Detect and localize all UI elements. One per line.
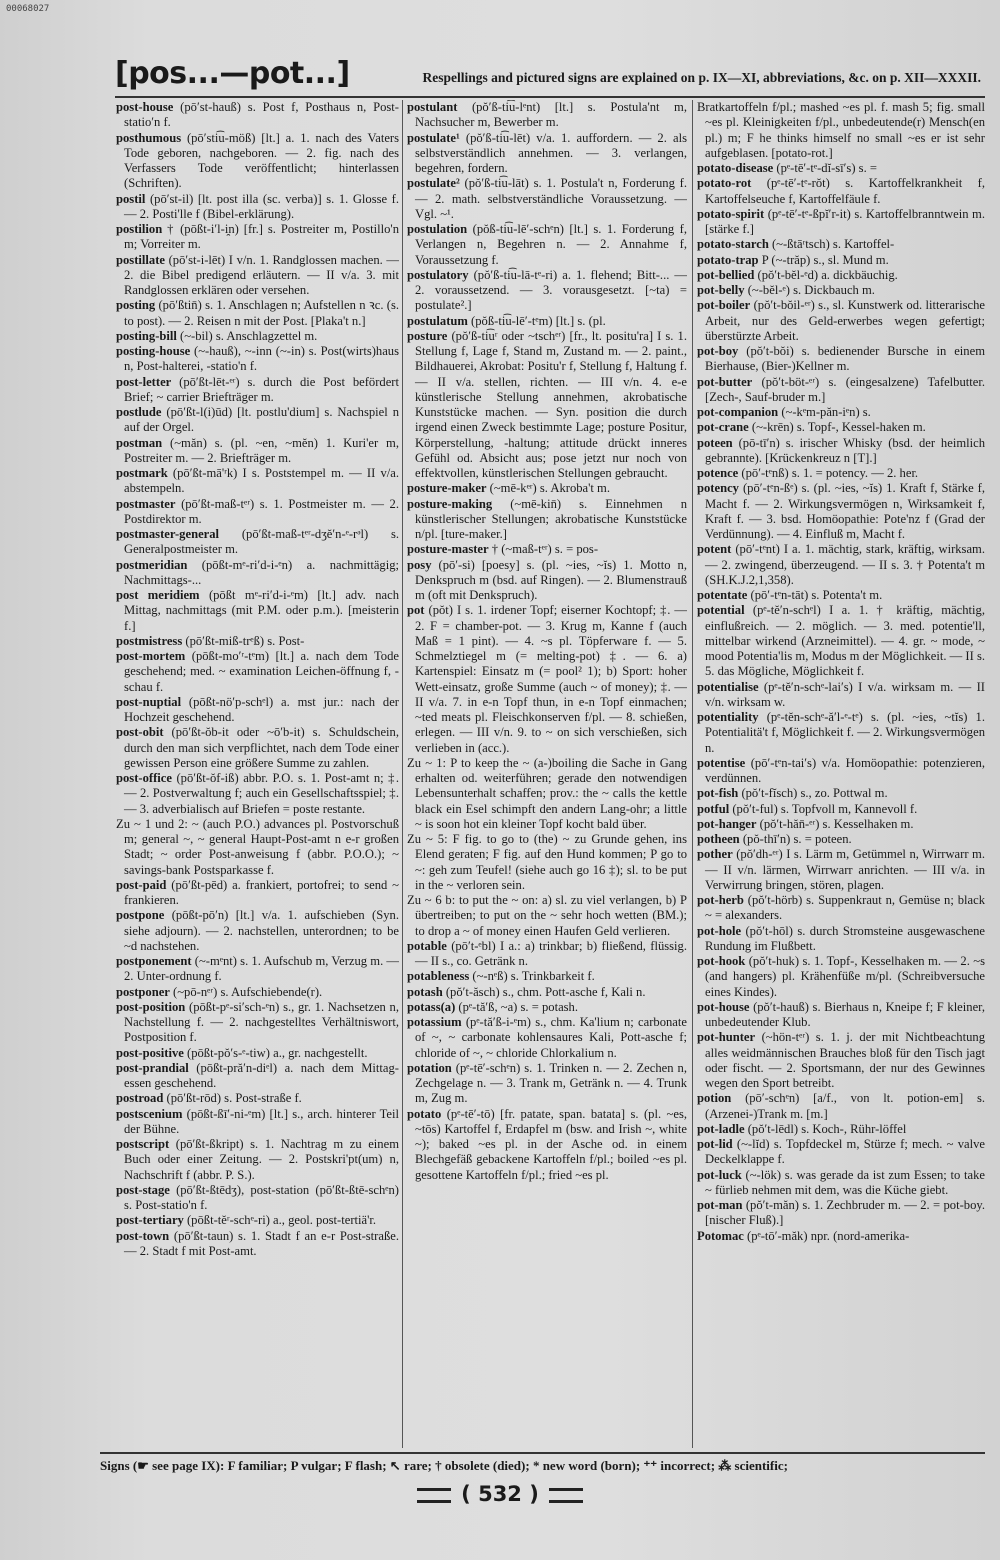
entry-definition: (pᵉ-tēʹ-tō) [fr. patate, span. batata] s. (pl. ~es, ~tōs) Kartoffel f, Erdapfel m (bsw. and Irish ~, white ~); baked ~es pl. in der Asche od. in einem Blechgefäß gebackene Kartoffeln f/pl.; boiled ~es pl. gesottene Kartoffeln f/pl.; fried ~es pl.	[415, 1106, 687, 1182]
dictionary-entry	[697, 588, 985, 603]
entry-definition: (pŏʹt-hörb) s. Suppenkraut n, Gemüse n; black ~ = alexanders.	[705, 893, 985, 923]
dictionary-entry	[116, 344, 399, 375]
column-1	[116, 100, 399, 1448]
entry-definition: (pŏʹt-hăn̄-ᵉʳ) s. Kesselhaken m.	[756, 816, 914, 831]
dictionary-entry	[407, 268, 687, 314]
dictionary-entry	[697, 832, 985, 847]
entry-headword: postulatum	[407, 313, 468, 328]
dictionary-entry	[407, 1061, 687, 1107]
dictionary-entry	[407, 1000, 687, 1015]
entry-headword: post-positive	[116, 1045, 184, 1060]
dictionary-entry	[697, 466, 985, 481]
entry-definition: (pᵉ-tēʹ-tᵉ-ßpĭʹr-it) s. Kartoffelbranntwein m. [stärke f.]	[705, 206, 985, 236]
entry-definition: (pŏʹt-bŏi) s. bedienender Bursche in einem Bierhause, (Bier-)Kellner m.	[705, 344, 985, 374]
entry-definition: (pōʹßt-lēt-ᵉʳ) s. durch die Post befördert Brief; ~ carrier Briefträger m.	[124, 374, 399, 404]
entry-headword: potato-starch	[697, 237, 769, 252]
entry-definition: Zu ~ 6 b: to put the ~ on: a) sl. zu viel verlangen, b) P übertreiben; to put on the ~ sehr hoch wetten (BM.); to drop a ~ of money einen Haufen Geld verlieren.	[407, 893, 687, 938]
entry-headword: potential	[697, 603, 745, 618]
entry-definition: Zu ~ 1: P to keep the ~ (a-)boiling die Sache in Gang erhalten od. weiterführen; gerade den notwendigen Lebensunterhalt schaffen; prov.: the ~ calls the kettle black ein Esel schimpft den andern Lang-ohr; a little ~ is soon hot ein kleiner Topf kocht bald über.	[407, 755, 687, 831]
entry-headword: pother	[697, 847, 733, 862]
dictionary-entry	[116, 771, 399, 817]
entry-definition: (~-mᵉnt) s. 1. Aufschub m, Verzug m. — 2. Unter-ordnung f.	[124, 954, 399, 984]
dictionary-entry	[407, 314, 687, 329]
entry-definition: (pōßt-tĕʳ-schᵉ-ri) a., geol. post-tertiä'r.	[183, 1213, 377, 1228]
entry-headword: posthumous	[116, 130, 182, 145]
entry-headword: postmistress	[116, 633, 183, 648]
entry-definition: (pᵉ-tĕn-schᵉ-ăʹl-ᵉ-tᵉ) s. (pl. ~ies, ~tĭs) 1. Potentialitä't f, Möglichkeit f. — 2. Wirkungsvermögen n.	[705, 710, 985, 755]
dictionary-entry	[697, 100, 985, 161]
dictionary-entry	[697, 237, 985, 252]
dictionary-entry	[116, 649, 399, 695]
dictionary-entry	[697, 786, 985, 801]
column-3	[697, 100, 985, 1448]
entry-definition: (pŏʹß-ti͡u-lēt) v/a. 1. auffordern. — 2. als selbstverständlich annehmen. — 3. verlangen, begehren, fordern.	[415, 130, 687, 175]
entry-definition: (~hön-tᵉʳ) s. 1. j. der mit Nichtbeachtung alles weidmännischen Brauches bloß für den Tisch jagt oder fischt. — 2. Sportsmann, der nur des Gewinnes wegen den Sport betreibt.	[705, 1030, 985, 1090]
entry-definition: (pŏʹß-ti͡uʳ oder ~tschᵉʳ) [fr., lt. positu'ra] I s. 1. Stellung f, Lage f, Stand m, Zustand m. — 2. paint., Bildhauerei, Akrobat: Positu'r f, Stellung f, Haltung f. — II v/a. stellen, richten. — III v/n. 4. e-e künstlerische Stellung annehmen, akrobatische Kunststücke machen. — Syn. position die durch irgend einen Zweck bestimmte Lage; posture Positur, Körperstellung, -haltung; attitude drückt inneres Gefühl od. Absicht aus; pose jetzt nur noch von effektvollen, künstlerischen Stellungen gebraucht.	[415, 328, 687, 480]
entry-headword: postulate²	[407, 176, 460, 191]
dictionary-entry	[116, 695, 399, 726]
entry-definition: (~-hauß), ~-inn (~-in) s. Post(wirts)haus n, Post-halterei, -statio'n f.	[124, 344, 399, 374]
entry-definition: (~mē-kᵉʳ) s. Akroba't m.	[486, 481, 611, 496]
dictionary-entry	[116, 1229, 399, 1260]
entry-headword: pot-hook	[697, 954, 746, 968]
entry-headword: postponement	[116, 954, 192, 968]
entry-headword: potful	[697, 801, 730, 816]
entry-definition: (pōʹsti͡u-möß) [lt.] a. 1. nach des Vaters Tode geboren, nachgeboren. — 2. fig. nach des Verfassers Tode veröffentlicht; hinterlassen (Schriften).	[124, 130, 399, 191]
entry-headword: post-position	[116, 999, 186, 1014]
entry-headword: post-office	[116, 771, 172, 785]
entry-definition: (pŏß-ti͡u-lēʹ-schᵉn) [lt.] s. 1. Forderung f, Verlangen n, Begehren n. — 2. Annahme f, Voraussetzung f.	[415, 222, 687, 267]
dictionary-entry	[697, 924, 985, 955]
entry-headword: postulate¹	[407, 130, 460, 145]
dictionary-entry	[697, 893, 985, 924]
column-2	[407, 100, 687, 1448]
entry-definition: (pᵉ-tĕʹn-schᵉ-laiʹs) I v/a. wirksam m. — II v/n. wirksam w.	[705, 679, 985, 709]
entry-headword: postman	[116, 435, 163, 450]
entry-headword: pot-ladle	[697, 1121, 745, 1136]
entry-headword: post-paid	[116, 877, 167, 892]
entry-definition: (pŏʹt-huk) s. 1. Topf-, Kesselhaken m. — 2. ~s (and hangers) pl. Krähenfüße m/pl. (Schreibversuche eines Kindes).	[705, 954, 985, 999]
entry-headword: pot-butter	[697, 374, 753, 389]
dictionary-entry	[697, 253, 985, 268]
entry-definition: (pᵉ-tēʹ-tᵉ-rŏt) s. Kartoffelkrankheit f, Kartoffelseuche f, Kartoffelfäule f.	[705, 176, 985, 206]
entry-definition: (~-krēn) s. Topf-, Kessel-haken m.	[748, 420, 926, 435]
dictionary-entry	[697, 207, 985, 238]
entry-definition: (pōßt-ßīʹ-ni-ᵉm) [lt.] s., arch. hinterer Teil der Bühne.	[124, 1106, 399, 1136]
entry-definition: (pŏʹt-măn) s. 1. Zechbruder m. — 2. = pot-boy. [nischer Fluß).]	[705, 1198, 985, 1228]
entry-headword: potato-disease	[697, 161, 774, 175]
entry-headword: post-nuptial	[116, 694, 182, 709]
entry-headword: postilion	[116, 222, 163, 236]
entry-definition: (pōʹ-tᵉn-ßᵉ) s. (pl. ~ies, ~ĭs) 1. Kraft f, Stärke f, Macht f. — 2. Wirkungsvermögen n, Wirksamkeit f, Kraft f. — 3. bsd. Homöopathie: Pote'nz f (Grad der Verdünnung). — 4. Einfluß m, Macht f.	[705, 481, 985, 541]
dictionary-entry	[697, 1198, 985, 1229]
dictionary-entry	[697, 268, 985, 283]
dictionary-entry	[116, 192, 399, 223]
entry-definition: (pōʹßt-ßkript) s. 1. Nachtrag m zu einem Buch oder einer Zeitung. — 2. Postskri'pt(um) n, Nachschrift f (abbr. P. S.).	[124, 1137, 399, 1182]
dictionary-entry	[116, 954, 399, 985]
entry-headword: postil	[116, 191, 146, 206]
entry-headword: potableness	[407, 969, 470, 984]
entry-headword: potass(a)	[407, 999, 456, 1014]
entry-headword: potato-trap	[697, 252, 759, 267]
entry-definition: (~mē-kin̄) s. Einnehmen n künstlerischer Stellungen; akrobatische Kunststücke n/pl. [ture-maker.]	[415, 496, 687, 541]
dictionary-entry	[116, 1061, 399, 1092]
dictionary-entry	[407, 1015, 687, 1061]
dictionary-entry	[116, 436, 399, 467]
dictionary-entry	[116, 253, 399, 299]
entry-headword: postillate	[116, 252, 165, 267]
dictionary-entry	[116, 634, 399, 649]
dictionary-entry	[407, 497, 687, 543]
entry-definition: (pōʹßt-mā'ʳk) I s. Poststempel m. — II v/a. abstempeln.	[124, 466, 399, 496]
dictionary-entry	[116, 1091, 399, 1106]
dictionary-entry	[116, 878, 399, 909]
ornament-bar	[549, 1488, 583, 1503]
page-number: ( 532 )	[461, 1482, 539, 1506]
entry-definition: (pōʹßt-pēd) a. frankiert, portofrei; to send ~ frankieren.	[124, 877, 399, 907]
dictionary-entry	[407, 832, 687, 893]
entry-headword: potent	[697, 542, 732, 557]
entry-headword: potato	[407, 1106, 442, 1121]
entry-headword: pot-boiler	[697, 298, 751, 313]
dictionary-entry	[697, 481, 985, 542]
entry-definition: (~-bĕl-ᵉ) s. Dickbauch m.	[744, 283, 875, 297]
entry-definition: P (~-trăp) s., sl. Mund m.	[758, 252, 889, 267]
dictionary-entry	[116, 1183, 399, 1214]
entry-definition: (pŏʹt-bŏil-ᵉʳ) s., sl. Kunstwerk od. litterarische Arbeit, nur des Geld-erwerbes wegen gefertigt; überstürzte Arbeit.	[705, 298, 985, 343]
entry-headword: posting-bill	[116, 328, 177, 343]
entry-headword: potentise	[697, 755, 746, 770]
dictionary-entry	[697, 817, 985, 832]
entry-headword: posting-house	[116, 344, 191, 358]
dictionary-entry	[407, 176, 687, 222]
dictionary-entry	[116, 466, 399, 497]
entry-definition: Bratkartoffeln f/pl.; mashed ~es pl. f. mash 5; fig. small ~es pl. Kleinigkeiten f/pl., unbedeutende(r) Mensch(en pl.) m; F he thinks himself no small ~es er ist sehr aufgeblasen. [potato-rot.]	[697, 100, 985, 160]
entry-definition: (pŏʹt-hauß) s. Bierhaus n, Kneipe f; F kleiner, unbedeutender Klub.	[705, 999, 985, 1029]
dictionary-entry	[697, 161, 985, 176]
dictionary-entry	[697, 1168, 985, 1199]
entry-definition: (pŏʹt-fĭsch) s., zo. Pottwal m.	[738, 786, 888, 801]
dictionary-entry	[116, 588, 399, 634]
dictionary-entry	[697, 710, 985, 756]
dictionary-entry	[116, 298, 399, 329]
entry-headword: post-obit	[116, 725, 164, 740]
dictionary-entry	[697, 1229, 985, 1244]
entry-definition: (pŏ-thīʹn) s. = poteen.	[739, 832, 852, 846]
entry-headword: poteen	[697, 435, 733, 450]
dictionary-entry	[407, 558, 687, 604]
entry-headword: posting	[116, 298, 156, 313]
entry-headword: pot-companion	[697, 405, 779, 419]
entry-headword: post-tertiary	[116, 1213, 184, 1228]
entry-headword: pot-hunter	[697, 1030, 756, 1045]
entry-definition: (pōßt mᵉ-riʹd-i-ᵉm) [lt.] adv. nach Mittag, nachmittags (mit P.M. oder p.m.). [meisterin f.]	[124, 588, 399, 633]
dictionary-entry	[697, 176, 985, 207]
dictionary-entry	[116, 375, 399, 406]
entry-definition: (pōßt-prăʹn-diᵉl) a. nach dem Mittag-essen geschehend.	[124, 1060, 399, 1090]
dictionary-entry	[116, 985, 399, 1000]
entry-headword: postscript	[116, 1137, 170, 1151]
entry-definition: (pōßt-nöʹp-schᵉl) a. mst jur.: nach der Hochzeit geschehend.	[124, 694, 399, 724]
entry-headword: postpone	[116, 908, 165, 923]
entry-headword: postlude	[116, 405, 162, 419]
entry-definition: (pōßt-moʹʳ-tᵉm) [lt.] a. nach dem Tode geschehend; med. ~ examination Leichen-öffnung f, -schau f.	[124, 649, 399, 694]
dictionary-entry	[697, 802, 985, 817]
entry-definition: (pōßt-pᵉ-siʹsch-ᵉn) s., gr. 1. Nachsetzen n, Nachstellung f. — 2. nachgestelltes Verhältniswort, Postposition f.	[124, 999, 399, 1045]
entry-definition: (pᵉ-tăʹß, ~a) s. = potash.	[455, 999, 579, 1014]
dictionary-entry	[407, 222, 687, 268]
dictionary-entry	[697, 344, 985, 375]
entry-definition: (pŏʹt-bĕl-ᵉd) a. dickbäuchig.	[754, 267, 898, 282]
entry-headword: postulant	[407, 100, 458, 114]
entry-definition: (pᵉ-tăʹß-i-ᵉm) s., chm. Ka'lium n; carbonate of ~, ~ carbonate kohlensaures Kali, Pott-asche f; chloride of ~, ~ chloride Chlorkalium n.	[415, 1015, 687, 1060]
entry-definition: (pᵉ-tĕʹn-schᵉl) I a. 1. † kräftig, mächtig, einflußreich. — 2. möglich. — 3. med. potentie'll, mittelbar wirkend (Arzneimittel). — 4. gr. ~ mode, ~ mood Potentia'lis m, Modus m der Möglichkeit. — II s. 5. das Mögliche, Möglichkeit f.	[705, 603, 985, 679]
entry-definition: (pōßt-pōʹn) [lt.] v/a. 1. aufschieben (Syn. siehe adjourn). — 2. nachstellen, unterordnen; to be ~d nachstehen.	[124, 908, 399, 953]
entry-definition: (~-kᵉm-păn-iᵉn) s.	[778, 405, 871, 419]
dictionary-entry	[697, 1122, 985, 1137]
entry-headword: post-town	[116, 1228, 170, 1243]
dictionary-entry	[407, 939, 687, 970]
entry-headword: potassium	[407, 1015, 462, 1029]
dictionary-entry	[697, 1030, 985, 1091]
entry-headword: post-stage	[116, 1182, 170, 1197]
entry-definition: Zu ~ 5: F fig. to go to (the) ~ zu Grunde gehen, ins Elend geraten; F fig. auf den Hund kommen; P go to ~: geh zum Teufel! (siehe auch go 16 ‡); sl. to be put in the ~ verloren sein.	[407, 832, 687, 892]
entry-headword: postponer	[116, 984, 170, 999]
entry-definition: (pōʹßt-taun) s. 1. Stadt f an e-r Post-straße. — 2. Stadt f mit Post-amt.	[124, 1228, 399, 1258]
dictionary-entry	[697, 1091, 985, 1122]
dictionary-entry	[116, 1213, 399, 1228]
entry-definition: (~-lĭd) s. Topfdeckel m, Stürze f; mech. ~ valve Deckelklappe f.	[705, 1137, 985, 1167]
entry-headword: pot-bellied	[697, 267, 755, 282]
entry-headword: potentialise	[697, 679, 759, 694]
entry-headword: posture-making	[407, 496, 493, 511]
entry-definition: (pŏʹt-ful) s. Topfvoll m, Kannevoll f.	[729, 801, 918, 816]
dictionary-entry	[697, 405, 985, 420]
entry-definition: (~-bil) s. Anschlagzettel m.	[176, 328, 318, 343]
dictionary-entry	[407, 481, 687, 496]
entry-definition: (pōʹst-hauß) s. Post f, Posthaus n, Post-statioʹn f.	[124, 100, 399, 130]
dictionary-entry	[697, 954, 985, 1000]
entry-headword: pot-boy	[697, 344, 739, 358]
entry-definition: (pōßt-mᵉ-riʹd-i-ᵉn) a. nachmittägig; Nachmittags-...	[124, 557, 399, 587]
dictionary-entry	[697, 436, 985, 467]
entry-headword: postmeridian	[116, 557, 188, 572]
entry-headword: post-mortem	[116, 649, 186, 663]
entry-headword: potion	[697, 1091, 732, 1106]
page-number-row	[0, 1482, 1000, 1506]
dictionary-entry	[116, 908, 399, 954]
entry-definition: (pŏʹt-ăsch) s., chm. Pott-asche f, Kali n.	[442, 984, 646, 999]
entry-definition: (pōʹßt-miß-trᵉß) s. Post-	[182, 633, 305, 648]
dictionary-entry	[697, 1000, 985, 1031]
dictionary-entry	[407, 969, 687, 984]
dictionary-entry	[407, 329, 687, 482]
entry-headword: post-prandial	[116, 1060, 189, 1075]
entry-definition: (pōʹ-tᵉn-taiʹs) v/a. Homöopathie: potenzieren, verdünnen.	[705, 755, 985, 785]
dictionary-entry	[697, 603, 985, 679]
entry-definition: (pōʹßt-maß-tᵉʳ-dʒĕʹn-ᵉ-rᵊl) s. Generalpostmeister m.	[124, 527, 399, 557]
entry-headword: pot-crane	[697, 420, 749, 435]
entry-definition: (pōßt-pŏʹs-ᵉ-tiw) a., gr. nachgestellt.	[183, 1045, 368, 1060]
dictionary-entry	[116, 405, 399, 436]
entry-headword: pot-belly	[697, 283, 745, 297]
entry-headword: posy	[407, 557, 432, 572]
entry-definition: (~pō-nᵉʳ) s. Aufschiebende(r).	[169, 984, 323, 999]
dictionary-entry	[116, 558, 399, 589]
entry-definition: (pᵉ-tēʹ-tᵉ-dĭ-sīʹs) s. =	[773, 161, 877, 175]
entry-definition: (pŏʹß-ti͡u-lāt) s. 1. Postula't n, Forderung f. — 2. math. selbstverständliche Voraussetzung. — Vgl. ~¹.	[415, 176, 687, 221]
dictionary-entry	[407, 100, 687, 131]
entry-definition: (pŏʹdh-ᵉʳ) I s. Lärm m, Getümmel n, Wirrwarr m. — II v/n. lärmen, Wirrwarr anrichten. — III v/a. in Verwirrung bringen, stören, plagen.	[705, 847, 985, 892]
entry-headword: potency	[697, 481, 739, 496]
entry-headword: potheen	[697, 832, 740, 846]
entry-definition: † (pōßt-iʹl-i̯n) [fr.] s. Postreiter m, Postillo'n m; Vorreiter m.	[124, 222, 399, 252]
entry-definition: (pōʹst-i-lēt) I v/n. 1. Randglossen machen. — 2. die Bibel predigend erläutern. — II v/a. 3. mit Randglossen erklären oder versehen.	[124, 252, 399, 297]
entry-headword: potation	[407, 1060, 452, 1075]
entry-definition: (~-nᵉß) s. Trinkbarkeit f.	[469, 969, 595, 984]
page-header	[115, 56, 985, 98]
header-range: [pos...—pot...]	[115, 56, 350, 91]
dictionary-entry	[407, 131, 687, 177]
header-note: Respellings and pictured signs are explained on p. IX—XI, abbreviations, &c. on p. XII—XXXII.	[422, 70, 981, 85]
entry-headword: post meridiem	[116, 588, 200, 602]
entry-definition: (pŏʹt-lēdl) s. Koch-, Rühr-löffel	[744, 1121, 907, 1136]
entry-definition: (pōʹßt-maß-tᵉʳ) s. 1. Postmeister m. — 2. Postdirektor m.	[124, 496, 399, 526]
entry-definition: (pōʹ-si) [poesy] s. (pl. ~ies, ~ĭs) 1. Motto n, Denkspruch m (bsd. auf Ringen). — 2. Blumenstrauß m (oft mit Denkspruch).	[415, 557, 687, 602]
entry-headword: postscenium	[116, 1106, 183, 1121]
entry-definition: Zu ~ 1 und 2: ~ (auch P.O.) advances pl. Postvorschuß m; general ~, ~ general Haupt-Post-amt n e-r großen Stadt; ~ order Post-anweisung f (abbr. P.O.O.); ~ savings-bank Postsparkasse f.	[116, 816, 399, 877]
column-divider	[692, 100, 693, 1448]
entry-headword: post-house	[116, 100, 174, 114]
entry-definition: (pŏʹt-böt-ᵉʳ) s. (eingesalzene) Tafelbutter. [Zech-, Sauf-bruder m.]	[705, 374, 985, 404]
entry-headword: postmaster-general	[116, 527, 220, 541]
entry-headword: potence	[697, 466, 739, 480]
entry-headword: Potomac	[697, 1228, 744, 1243]
entry-headword: posture-maker	[407, 481, 487, 496]
dictionary-entry	[116, 131, 399, 192]
entry-headword: potable	[407, 938, 447, 953]
entry-headword: postulation	[407, 222, 468, 236]
entry-definition: (pōʹst-il) [lt. post illa (sc. verba)] s. 1. Glosse f. — 2. Posti'lle f (Bibel-erklärung).	[124, 191, 399, 221]
entry-headword: potentiality	[697, 710, 759, 724]
dictionary-entry	[116, 222, 399, 253]
entry-definition: (pŏß-ti͡u-lēʹ-tᵉm) [lt.] s. (pl.	[467, 313, 606, 328]
dictionary-entry	[116, 329, 399, 344]
entry-definition: (pōʹ-tᵉnt) I a. 1. mächtig, stark, kräftig, wirksam. — 2. zwingend, überzeugend. — II s. 3. † Potenta't m (SH.K.J.2,1,358).	[705, 542, 985, 587]
entry-headword: pot-lid	[697, 1137, 733, 1151]
entry-headword: pot-hole	[697, 923, 742, 938]
dictionary-entry	[697, 375, 985, 406]
entry-definition: † (~maß-tᵉʳ) s. = pos-	[488, 542, 599, 557]
entry-headword: pot-fish	[697, 786, 739, 801]
dictionary-entry	[116, 1046, 399, 1061]
dictionary-entry	[697, 298, 985, 344]
dictionary-entry	[407, 756, 687, 832]
entry-definition: (pᵉ-tōʹ-măk) npr. (nord-amerika-	[743, 1228, 910, 1243]
ornament-bar	[417, 1488, 451, 1503]
dictionary-entry	[116, 497, 399, 528]
signs-legend: Signs (☛ see page IX): F familiar; P vulgar; F flash; ↖ rare; † obsolete (died); * new word (born); ⁺⁺ incorrect; ⁂ scientific;	[100, 1452, 985, 1474]
entry-definition: (pōʹßt-ŏb-it oder ~ōʹb-it) s. Schuldschein, durch den man sich verpflichtet, nach dem Tode einer gewissen Person eine größere Summe zu zahlen.	[124, 725, 399, 770]
dictionary-entry	[407, 893, 687, 939]
entry-definition: (pōʹt-ᵉbl) I a.: a) trinkbar; b) fließend, flüssig. — II s., co. Getränk n.	[415, 938, 687, 968]
entry-definition: (pŏʹß-ti͡u-lā-tᵉ-ri) a. 1. flehend; Bitt-... — 2. voraussetzend. — 3. vorausgesetzt. [~ta) = postulate².]	[415, 267, 687, 313]
entry-definition: (pŏt) I s. 1. irdener Topf; eiserner Kochtopf; ‡. — 2. F = chamber-pot. — 3. Krug m, Kanne f (auch Maß = 1 pint). — 4. ~s pl. Töpferware f. — 5. Schmelztiegel m (= melting-pot) ‡. — 6. a) Kartenspiel: Einsatz m (= pool² 1); b) Sport: hoher Wett-einsatz, große Summe (auch ~ of money); ‡. — II v/a. 7. in e-n Topf thun, in e-n Topf einmachen; ~ted meats pl. Fleischkonserven f/pl. — 8. schießen, erlegen. — III v/n. 9. to ~ on sich verschießen, sich verlieben in (acc.).	[415, 603, 687, 755]
scan-id: 00068027	[6, 4, 50, 14]
dictionary-entry	[116, 1137, 399, 1183]
entry-headword: pot-herb	[697, 893, 744, 907]
entry-headword: potato-rot	[697, 176, 752, 191]
entry-headword: pot-hanger	[697, 816, 757, 831]
entry-headword: postroad	[116, 1091, 164, 1106]
dictionary-entry	[407, 542, 687, 557]
dictionary-entry	[116, 1107, 399, 1138]
entry-definition: (~-ßtāʳtsch) s. Kartoffel-	[768, 237, 895, 252]
entry-definition: (pōʹ-schᵉn) [a/f., von lt. potion-em] s. (Arzenei-)Trank m. [m.]	[705, 1091, 985, 1121]
entry-headword: postulatory	[407, 267, 469, 282]
column-divider	[402, 100, 403, 1448]
entry-headword: potentate	[697, 588, 748, 602]
entry-definition: (pō-tīʹn) s. irischer Whisky (bsd. der heimlich gebrannte). [Krückenkreuz n [T].]	[705, 435, 985, 465]
dictionary-entry	[697, 680, 985, 711]
entry-headword: pot-house	[697, 999, 750, 1014]
entry-headword: postmark	[116, 466, 168, 480]
entry-headword: pot	[407, 603, 425, 618]
entry-definition: (~-lök) s. was gerade da ist zum Essen; to take ~ fürlieb nehmen mit dem, was die Küche giebt.	[705, 1167, 985, 1197]
entry-headword: pot-man	[697, 1198, 743, 1212]
dictionary-entry	[116, 1000, 399, 1046]
dictionary-entry	[697, 542, 985, 588]
dictionary-entry	[116, 817, 399, 878]
dictionary-entry	[116, 527, 399, 558]
entry-headword: post-letter	[116, 374, 172, 389]
dictionary-entry	[697, 283, 985, 298]
entry-definition: (pŏʹß-ti͡u-lᵉnt) [lt.] s. Postula'nt m, Nachsucher m, Bewerber m.	[415, 100, 687, 130]
entry-headword: potato-spirit	[697, 206, 765, 221]
entry-definition: (~măn) s. (pl. ~en, ~mĕn) 1. Kuri'er m, Postreiter m. — 2. Briefträger m.	[124, 435, 399, 465]
entry-headword: posture-master	[407, 542, 489, 557]
entry-definition: (pōʹßt-ßtēdʒ), post-station (pōʹßt-ßtē-schᵉn) s. Post-statio'n f.	[124, 1182, 399, 1212]
dictionary-entry	[116, 100, 399, 131]
dictionary-entry	[697, 420, 985, 435]
entry-headword: posture	[407, 328, 448, 343]
entry-definition: (pŏʹt-hōl) s. durch Stromsteine ausgewaschene Rundung im Flußbett.	[705, 923, 985, 953]
dictionary-entry	[116, 725, 399, 771]
entry-definition: (pōʹ-tᵉnß) s. 1. = potency. — 2. her.	[738, 466, 919, 480]
entry-definition: (pōʹßt-rōd) s. Post-straße f.	[163, 1091, 302, 1106]
entry-headword: potash	[407, 984, 443, 999]
dictionary-entry	[407, 985, 687, 1000]
dictionary-entry	[697, 847, 985, 893]
entry-definition: (pōʹßt-ŏf-iß) abbr. P.O. s. 1. Post-amt n; ‡. — 2. Postverwaltung f; auch ein Gesellschaftsspiel; ‡. — 3. adverbialisch auf Briefen = poste restante.	[124, 771, 399, 816]
entry-definition: (pōʹ-tᵉn-tāt) s. Potenta't m.	[747, 588, 883, 602]
entry-headword: pot-luck	[697, 1167, 742, 1182]
dictionary-entry	[697, 1137, 985, 1168]
entry-definition: (pᵉ-tēʹ-schᵉn) s. 1. Trinken n. — 2. Zechen n, Zechgelage n. — 3. Trank m, Getränk n. — 4. Trunk m, Zug m.	[415, 1060, 687, 1106]
entry-definition: (pōʹßt-l(i)ūd) [lt. postlu'dium] s. Nachspiel n auf der Orgel.	[124, 405, 399, 435]
dictionary-entry	[697, 756, 985, 787]
dictionary-entry	[407, 603, 687, 756]
entry-definition: (pōʹßtin̄) s. 1. Anschlagen n; Aufstellen n ꝛc. (s. to post). — 2. Reisen n mit der Post. [Plaka't n.]	[124, 298, 399, 328]
entry-headword: postmaster	[116, 496, 176, 511]
dictionary-entry	[407, 1107, 687, 1183]
